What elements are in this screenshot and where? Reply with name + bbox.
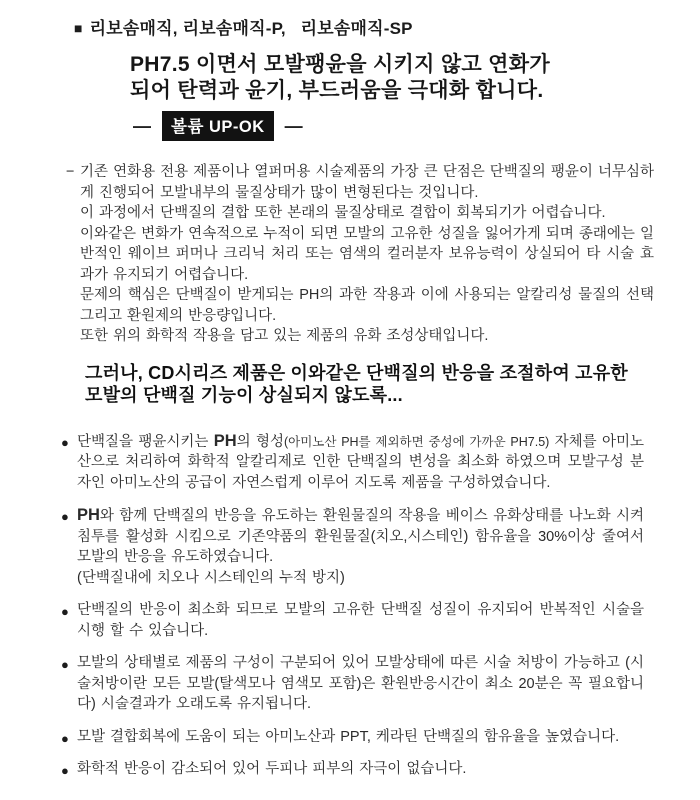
bullet-note-line: (단백질내에 치오나 시스테인의 누적 방지) <box>77 569 345 586</box>
bullet-text: 모발 결합회복에 도움이 되는 아미노산과 PPT, 케라틴 단백질의 함유율을 높였습니다. <box>77 728 620 745</box>
bullet-item-no-irritation <box>0 759 700 780</box>
bullet-dot-icon: ● <box>61 604 69 619</box>
bullet-list <box>0 431 700 780</box>
ph-emphasis: PH <box>77 506 100 524</box>
square-bullet-icon: ■ <box>74 20 83 36</box>
intro-sentence: 문제의 핵심은 단백질이 받게되는 PH의 과한 작용과 이에 사용되는 알칼리성 물질의 선택 그리고 환원제의 반응량입니다. <box>80 287 654 324</box>
bullet-item-ph-formation <box>0 431 700 494</box>
bullet-dot-icon: ● <box>61 434 69 450</box>
parenthetical-note: (아미노산 PH를 제외하면 중성에 가까운 PH7.5) <box>283 434 550 449</box>
bullet-text: 모발의 상태별로 제품의 구성이 구분되어 있어 모발상태에 따른 시술 처방이 가능하고 (시술처방이란 모든 모발(탈색모나 염색모 포함)은 환원반응시간이 최소 20분은 꼭 필요합니다) 시술결과가 오래도록 유지됩니다. <box>77 655 644 712</box>
paragraph-dash: − <box>66 164 75 180</box>
bullet-text: 단백질을 팽윤시키는 <box>77 433 214 450</box>
page-title: 리보솜매직, 리보솜매직-P, 리보솜매직-SP <box>89 19 413 38</box>
dash-right: — <box>284 116 303 136</box>
volume-badge-row <box>133 111 700 141</box>
bullet-item-repeatable <box>0 600 700 641</box>
bullet-text: 와 함께 단백질의 반응을 유도하는 환원물질의 작용을 베이스 유화상태를 나노화 시켜 침투를 활성화 시킴으로 기존약품의 환원물질(치오,시스테인) 함유율을 30%이상 줄여서 모발의 반응을 유도하였습니다. <box>77 508 644 565</box>
bullet-text: 단백질의 반응이 최소화 되므로 모발의 고유한 단백질 성질이 유지되어 반복적인 시술을 시행 할 수 있습니다. <box>77 602 644 639</box>
bullet-dot-icon: ● <box>61 730 69 746</box>
ph-emphasis: PH <box>213 431 237 450</box>
bullet-dot-icon: ● <box>61 657 69 672</box>
subtitle <box>130 52 700 104</box>
bullet-dot-icon: ● <box>61 509 69 524</box>
bullet-dot-icon: ● <box>61 763 69 778</box>
emphasis-line-2: 모발의 단백질 기능이 상실되지 않도록... <box>85 385 403 405</box>
subtitle-line-1: PH7.5 이면서 모발팽윤을 시키지 않고 연화가 <box>130 53 550 76</box>
bullet-text: 화학적 반응이 감소되어 있어 두피나 피부의 자극이 없습니다. <box>77 761 467 777</box>
intro-sentence: 이와같은 변화가 연속적으로 누적이 되면 모발의 고유한 성질을 잃어가게 되며 종래에는 일반적인 웨이브 퍼머나 크리닉 처리 또는 염색의 컬러분자 보유능력이 상실되어 타 시술 효과가 유지되기 어렵습니다. <box>80 225 654 283</box>
intro-sentence: 기존 연화용 전용 제품이나 열퍼머용 시술제품의 가장 큰 단점은 단백질의 팽윤이 너무심하게 진행되어 모발내부의 물질상태가 많이 변형된다는 것입니다. <box>80 164 654 201</box>
bullet-item-reduction <box>0 505 700 588</box>
document-title-row <box>74 14 700 39</box>
volume-up-ok-badge: 볼륨 UP-OK <box>162 111 274 141</box>
intro-paragraph <box>0 162 700 347</box>
bullet-item-keratin <box>0 727 700 748</box>
bullet-item-hair-condition <box>0 653 700 715</box>
bullet-text: 자체를 아미노산으로 처리하여 화학적 알칼리제로 인한 단백질의 변성을 최소화 하였으며 모발구성 분자인 아미노산의 공급이 자연스럽게 이루어 지도록 제품을 구성하였습니다. <box>77 433 644 491</box>
intro-sentence: 이 과정에서 단백질의 결합 또한 본래의 물질상태로 결합이 회복되기가 어렵습니다. <box>80 205 606 221</box>
emphasis-line-1: 그러나, CD시리즈 제품은 이와같은 단백질의 반응을 조절하여 고유한 <box>85 362 628 383</box>
subtitle-line-2: 되어 탄력과 윤기, 부드러움을 극대화 합니다. <box>130 79 544 102</box>
emphasis-heading <box>85 362 700 407</box>
dash-left: — <box>133 116 151 136</box>
intro-sentence: 또한 위의 화학적 작용을 담고 있는 제품의 유화 조성상태입니다. <box>80 328 489 344</box>
bullet-text: 의 형성 <box>236 433 284 450</box>
